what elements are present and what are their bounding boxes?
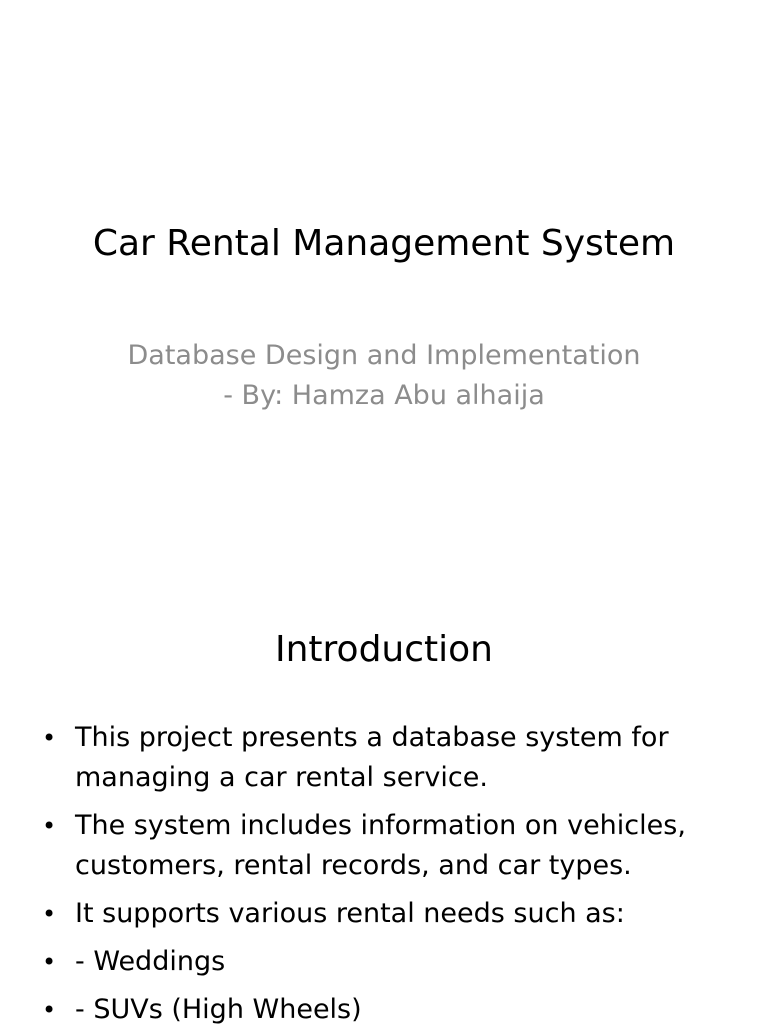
bullet-text: The system includes information on vehicles, customers, rental records, and car types. [75, 810, 686, 881]
bullet-list [42, 718, 742, 1024]
bullet-item [42, 894, 742, 934]
bullet-text: - Weddings [75, 946, 226, 977]
bullet-icon: • [42, 948, 57, 976]
subtitle-line: Database Design and Implementation [127, 340, 641, 371]
slide-title: Car Rental Management System [92, 223, 676, 264]
bullet-text: It supports various rental needs such as: [75, 898, 625, 929]
bullet-text: This project presents a database system for managing a car rental service. [75, 722, 669, 793]
bullet-item [42, 718, 742, 798]
slide-subtitle [0, 336, 768, 416]
bullet-icon: • [42, 900, 57, 928]
introduction-slide [0, 576, 768, 1024]
slide-title: Introduction [274, 629, 493, 670]
bullet-item [42, 806, 742, 886]
bullet-icon: • [42, 724, 57, 752]
bullet-item [42, 990, 742, 1024]
bullet-text: - SUVs (High Wheels) [75, 994, 362, 1024]
bullet-icon: • [42, 996, 57, 1024]
subtitle-line: - By: Hamza Abu alhaija [223, 380, 545, 411]
bullet-icon: • [42, 812, 57, 840]
bullet-item [42, 942, 742, 982]
